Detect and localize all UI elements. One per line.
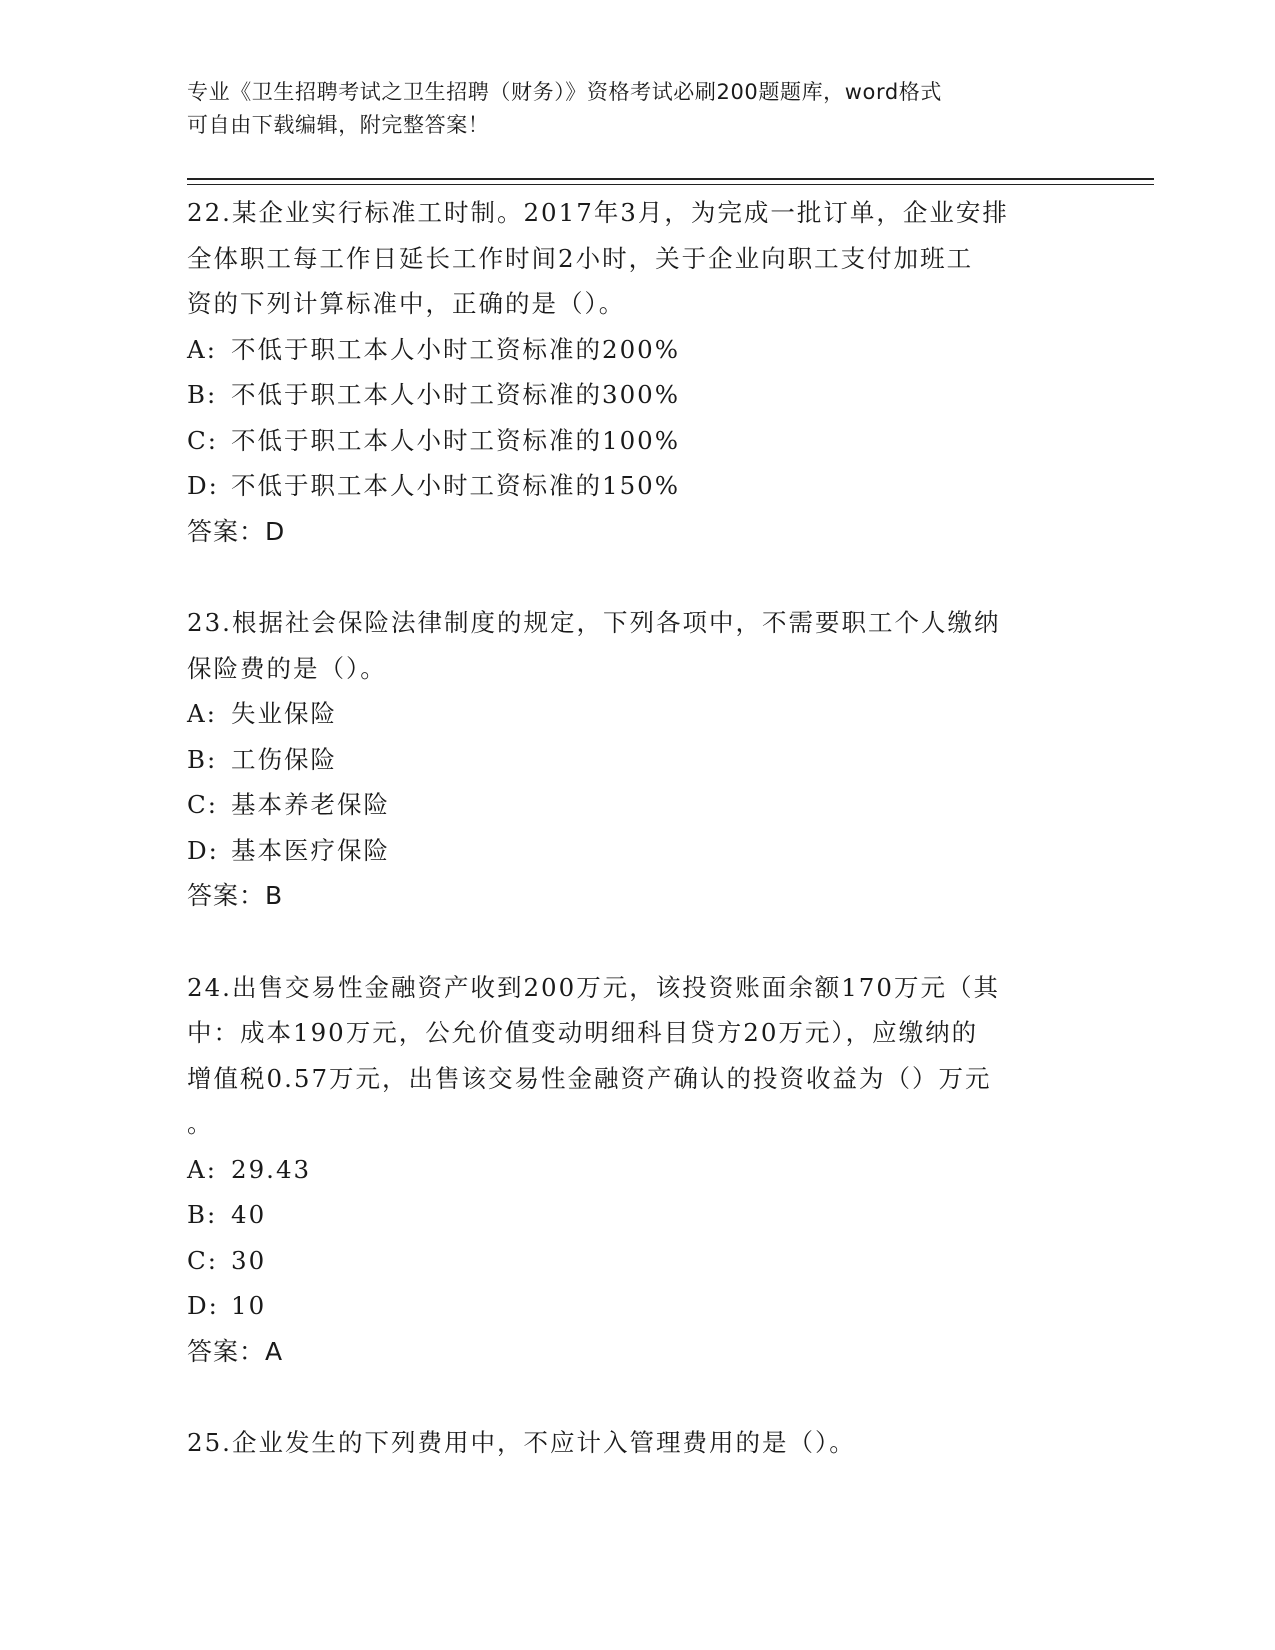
header-line-2: 可自由下载编辑，附完整答案！: [187, 113, 490, 137]
header-divider-thick: [187, 178, 1154, 180]
option-text: 40: [231, 1200, 267, 1229]
option-letter: B:: [187, 744, 218, 774]
option-letter: D:: [187, 835, 219, 865]
question-22: [187, 190, 1087, 554]
option-letter: A:: [187, 1154, 217, 1184]
option-text: 30: [231, 1245, 267, 1275]
stem-line: 保险费的是（）。: [187, 653, 387, 683]
question-stem: [187, 190, 1087, 327]
stem-line: 25.企业发生的下列费用中，不应计入管理费用的是（）。: [187, 1428, 856, 1457]
stem-line: 全体职工每工作日延长工作时间2小时，关于企业向职工支付加班工: [187, 243, 974, 273]
question-25: [187, 1420, 1087, 1466]
answer-line: 答案：D: [187, 516, 286, 546]
option-letter: C:: [187, 425, 219, 455]
document-header: [187, 76, 1067, 142]
option-letter: D:: [187, 471, 219, 500]
option-b: [187, 737, 1087, 783]
header-divider-thin: [187, 184, 1154, 185]
stem-line: 23.根据社会保险法律制度的规定，下列各项中，不需要职工个人缴纳: [187, 608, 1001, 637]
option-d: [187, 463, 1087, 509]
question-stem: [187, 1420, 1087, 1466]
option-letter: B:: [187, 380, 218, 409]
stem-line: 。: [187, 1109, 214, 1138]
option-letter: C:: [187, 1245, 219, 1275]
stem-line: 增值税0.57万元，出售该交易性金融资产确认的投资收益为（）万元: [187, 1063, 992, 1093]
option-a: [187, 327, 1087, 373]
option-letter: C:: [187, 790, 219, 819]
stem-line: 资的下列计算标准中，正确的是（）。: [187, 289, 626, 318]
option-text: 不低于职工本人小时工资标准的200%: [231, 334, 681, 364]
option-letter: A:: [187, 699, 217, 728]
question-23: [187, 600, 1087, 919]
option-text: 10: [231, 1291, 267, 1320]
stem-line: 24.出售交易性金融资产收到200万元，该投资账面余额170万元（其: [187, 972, 1000, 1002]
option-d: [187, 1283, 1087, 1329]
option-letter: A:: [187, 334, 217, 364]
option-text: 失业保险: [231, 699, 337, 728]
stem-line: 中：成本190万元，公允价值变动明细科目贷方20万元），应缴纳的: [187, 1018, 979, 1047]
answer-line: 答案：B: [187, 881, 284, 910]
option-c: [187, 1238, 1087, 1284]
header-line-1: 专业《卫生招聘考试之卫生招聘（财务）》资格考试必刷200题题库，word格式: [187, 80, 942, 104]
option-b: [187, 372, 1087, 418]
option-c: [187, 418, 1087, 464]
question-stem: [187, 965, 1087, 1147]
question-24: [187, 965, 1087, 1375]
option-text: 不低于职工本人小时工资标准的150%: [231, 471, 681, 500]
option-text: 29.43: [231, 1154, 312, 1184]
option-letter: B:: [187, 1200, 218, 1229]
answer-line: 答案：A: [187, 1336, 284, 1366]
option-letter: D:: [187, 1291, 219, 1320]
option-d: [187, 828, 1087, 874]
stem-line: 22.某企业实行标准工时制。2017年3月，为完成一批订单，企业安排: [187, 198, 1009, 227]
option-b: [187, 1192, 1087, 1238]
option-c: [187, 782, 1087, 828]
option-text: 基本养老保险: [231, 790, 390, 819]
option-text: 基本医疗保险: [231, 835, 390, 865]
question-list: [187, 190, 1087, 1512]
option-a: [187, 691, 1087, 737]
option-text: 不低于职工本人小时工资标准的300%: [231, 380, 681, 409]
option-text: 工伤保险: [231, 744, 337, 774]
question-stem: [187, 600, 1087, 691]
option-text: 不低于职工本人小时工资标准的100%: [231, 425, 681, 455]
option-a: [187, 1147, 1087, 1193]
